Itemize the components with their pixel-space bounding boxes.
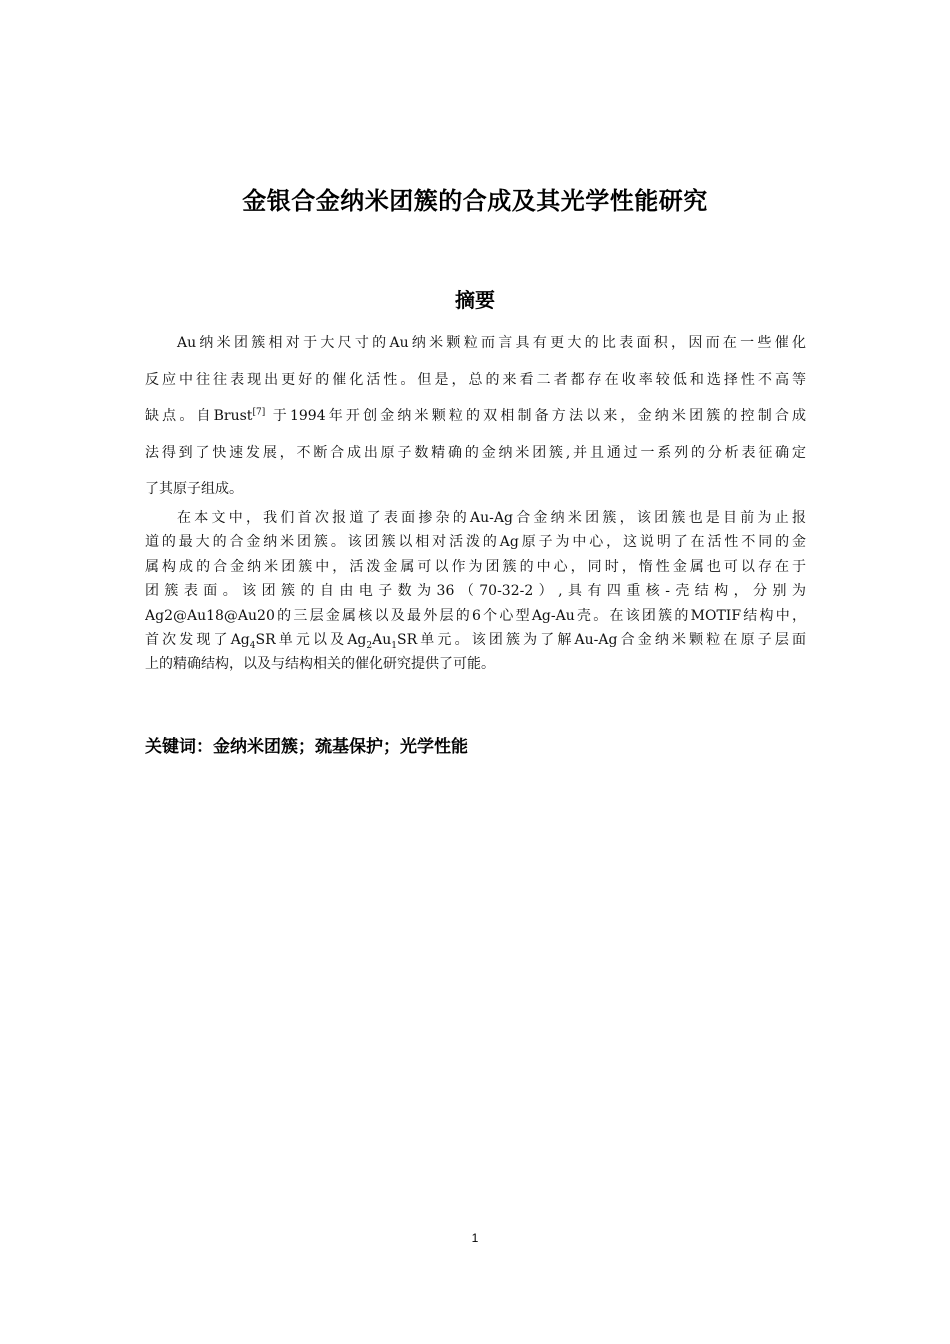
abstract-heading: 摘要 [455,288,495,312]
paper-title: 金银合金纳米团簇的合成及其光学性能研究 [242,187,708,215]
paragraph-line: 法得到了快速发展，不断合成出原子数精确的金纳米团簇,并且通过一系列的分析表征确定 [145,444,806,461]
page-number: 1 [471,1231,479,1245]
line-text: Au [372,632,392,649]
abstract-paragraph-1 [145,325,806,508]
line-text: 首次发现了Ag [145,632,250,649]
paragraph-line: Au纳米团簇相对于大尺寸的Au纳米颗粒而言具有更大的比表面积，因而在一些催化 [177,335,806,351]
line-text: 缺点。自Brust [145,408,253,424]
paragraph-line: 属构成的合金纳米团簇中，活泼金属可以作为团簇的中心，同时，惰性金属也可以存在于 [145,558,806,575]
paragraph-line [145,398,806,435]
paragraph-line: Ag2@Au18@Au20的三层金属核以及最外层的6个心型Ag-Au壳。在该团簇的MOTIF结构中， [145,607,806,624]
abstract-paragraph-2 [145,506,806,677]
paragraph-line: 在本文中，我们首次报道了表面掺杂的Au-Ag合金纳米团簇，该团簇也是目前为止报 [177,510,806,526]
paragraph-line: 反应中往往表现出更好的催化活性。但是，总的来看二者都存在收率较低和选择性不高等 [145,371,806,388]
subscript: 4 [249,640,256,651]
paragraph-line: 道的最大的合金纳米团簇。该团簇以相对活泼的Ag原子为中心，这说明了在活性不同的金 [145,534,806,551]
subscript: 2 [366,640,373,651]
line-text: 于1994年开创金纳米颗粒的双相制备方法以来，金纳米团簇的控制合成 [265,408,806,424]
keywords: 关键词：金纳米团簇；巯基保护；光学性能 [145,737,468,757]
line-text: SR单元。该团簇为了解Au-Ag合金纳米颗粒在原子层面 [397,632,806,649]
citation-reference: [7] [252,407,266,418]
subscript: 1 [391,640,398,651]
paragraph-line: 上的精确结构，以及与结构相关的催化研究提供了可能。 [145,656,495,673]
line-text: SR单元以及Ag [255,632,367,649]
paragraph-line: 团簇表面。该团簇的自由电子数为36（70-32-2）,具有四重核-壳结构，分别为 [145,583,806,600]
paragraph-line: 了其原子组成。 [145,481,243,497]
paragraph-line [145,628,806,652]
